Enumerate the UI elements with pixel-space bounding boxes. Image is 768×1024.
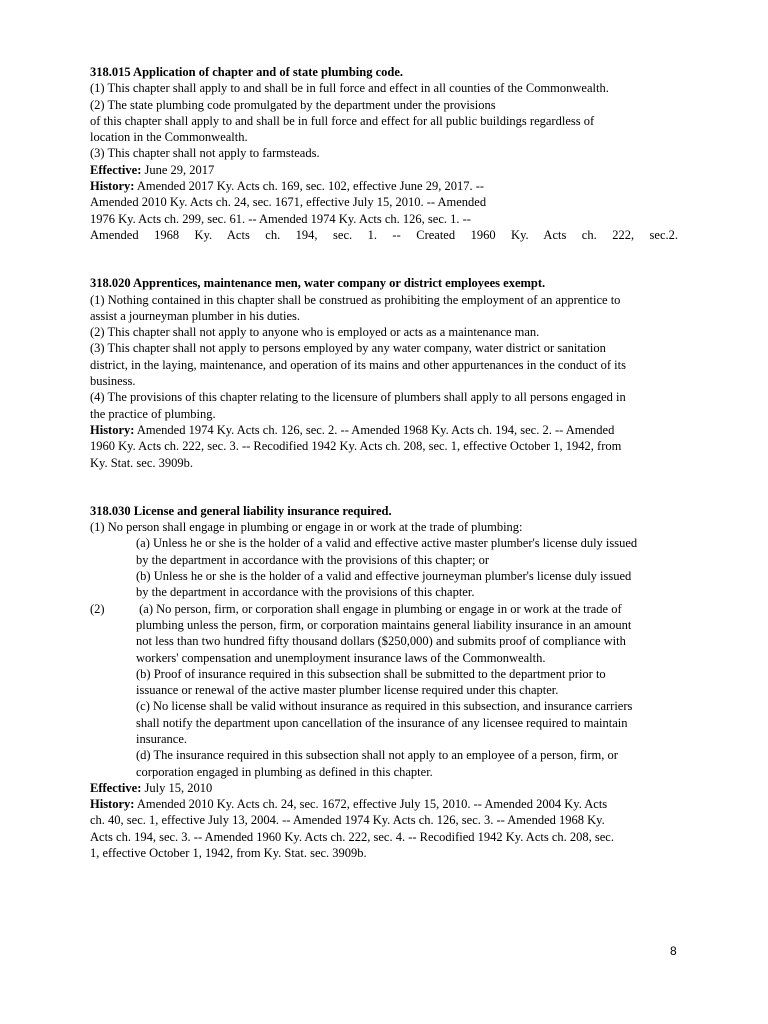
history-label: History: bbox=[90, 179, 135, 194]
history-line bbox=[90, 422, 678, 438]
body-line: (3) This chapter shall not apply to persons employed by any water company, water district or sanitation bbox=[90, 341, 606, 356]
subsection-1b-line: (b) Unless he or she is the holder of a valid and effective journeyman plumber's license duly issued bbox=[136, 569, 632, 584]
body-line: of this chapter shall apply to and shall be in full force and effect for all public buildings regardless of bbox=[90, 113, 595, 128]
section-318-030 bbox=[90, 503, 678, 862]
effective-date: July 15, 2010 bbox=[141, 780, 213, 795]
body-line: business. bbox=[90, 374, 136, 389]
history-line bbox=[90, 178, 678, 194]
subsection-2c-line: shall notify the department upon cancellation of the insurance of any licensee required to maintain bbox=[136, 715, 628, 730]
body-line: (2) The state plumbing code promulgated by the department under the provisions bbox=[90, 97, 496, 112]
history-line: 1960 Ky. Acts ch. 222, sec. 3. -- Recodified 1942 Ky. Acts ch. 208, sec. 1, effective October 1, 1942, from bbox=[90, 439, 622, 454]
body-line: (4) The provisions of this chapter relating to the licensure of plumbers shall apply to all persons engaged in bbox=[90, 390, 626, 405]
history-line-justified: Amended 1968 Ky. Acts ch. 194, sec. 1. -- Created 1960 Ky. Acts ch. 222, sec.2. bbox=[90, 227, 678, 242]
history-label: History: bbox=[90, 422, 135, 437]
history-text: Amended 2010 Ky. Acts ch. 24, sec. 1672, effective July 15, 2010. -- Amended 2004 Ky. Acts bbox=[134, 797, 608, 812]
subsection-2c-line: insurance. bbox=[136, 731, 188, 746]
document-page bbox=[90, 64, 678, 861]
section-heading: 318.030 License and general liability insurance required. bbox=[90, 503, 392, 518]
body-line: assist a journeyman plumber in his duties. bbox=[90, 308, 301, 323]
subsection-2a-line: workers' compensation and unemployment insurance laws of the Commonwealth. bbox=[136, 650, 546, 665]
body-line: (1) Nothing contained in this chapter shall be construed as prohibiting the employment of an apprentice to bbox=[90, 292, 621, 307]
history-text: Amended 2017 Ky. Acts ch. 169, sec. 102, effective June 29, 2017. -- bbox=[134, 179, 485, 194]
subsection-1a-line: (a) Unless he or she is the holder of a valid and effective active master plumber's license duly issued bbox=[136, 536, 638, 551]
history-text: Amended 1974 Ky. Acts ch. 126, sec. 2. -- Amended 1968 Ky. Acts ch. 194, sec. 2. -- Amended bbox=[134, 422, 615, 437]
subsection-2d-line: corporation engaged in plumbing as defined in this chapter. bbox=[136, 764, 433, 779]
body-line: (2) This chapter shall not apply to anyone who is employed or acts as a maintenance man. bbox=[90, 325, 540, 340]
section-318-020 bbox=[90, 275, 678, 471]
subsection-2c-line: (c) No license shall be valid without insurance as required in this subsection, and insurance carriers bbox=[136, 699, 633, 714]
body-line: (3) This chapter shall not apply to farmsteads. bbox=[90, 146, 320, 161]
effective-date: June 29, 2017 bbox=[141, 162, 215, 177]
history-line: Amended 2010 Ky. Acts ch. 24, sec. 1671, effective July 15, 2010. -- Amended bbox=[90, 195, 487, 210]
section-318-015 bbox=[90, 64, 678, 243]
subsection-2d-line: (d) The insurance required in this subsection shall not apply to an employee of a person, firm, or bbox=[136, 748, 618, 763]
history-label: History: bbox=[90, 797, 135, 812]
body-line: (1) This chapter shall apply to and shall be in full force and effect in all counties of the Commonwealth. bbox=[90, 81, 609, 96]
body-line: the practice of plumbing. bbox=[90, 406, 216, 421]
effective-line bbox=[90, 162, 678, 178]
history-line: Ky. Stat. sec. 3909b. bbox=[90, 455, 193, 470]
subsection-2-first-line bbox=[90, 601, 678, 617]
body-line: (1) No person shall engage in plumbing or engage in or work at the trade of plumbing: bbox=[90, 520, 523, 535]
subsection-2b-line: (b) Proof of insurance required in this subsection shall be submitted to the department prior to bbox=[136, 666, 606, 681]
subsection-2a-line: plumbing unless the person, firm, or corporation maintains general liability insurance in an amount bbox=[136, 617, 632, 632]
subsection-1a-line: by the department in accordance with the provisions of this chapter; or bbox=[136, 552, 490, 567]
subsection-1b-line: by the department in accordance with the provisions of this chapter. bbox=[136, 585, 475, 600]
effective-line bbox=[90, 780, 678, 796]
section-heading: 318.015 Application of chapter and of state plumbing code. bbox=[90, 65, 403, 79]
history-line: ch. 40, sec. 1, effective July 13, 2004. -- Amended 1974 Ky. Acts ch. 126, sec. 3. -- Amended 1968 Ky. bbox=[90, 813, 605, 828]
section-spacer bbox=[90, 471, 678, 503]
body-line: district, in the laying, maintenance, and operation of its mains and other appurtenances in the conduct of its bbox=[90, 357, 626, 372]
page-number: 8 bbox=[670, 944, 677, 958]
body-line: location in the Commonwealth. bbox=[90, 130, 248, 145]
subsection-2a-line: not less than two hundred fifty thousand dollars ($250,000) and submits proof of compliance with bbox=[136, 634, 626, 649]
section-heading: 318.020 Apprentices, maintenance men, water company or district employees exempt. bbox=[90, 276, 546, 291]
effective-label: Effective: bbox=[90, 162, 142, 177]
history-line bbox=[90, 796, 678, 812]
history-line: 1976 Ky. Acts ch. 299, sec. 61. -- Amended 1974 Ky. Acts ch. 126, sec. 1. -- bbox=[90, 211, 471, 226]
history-line: Acts ch. 194, sec. 3. -- Amended 1960 Ky. Acts ch. 222, sec. 4. -- Recodified 1942 Ky. Acts ch. 208, sec. bbox=[90, 829, 614, 844]
subsection-2a-text: (a) No person, firm, or corporation shall engage in plumbing or engage in or work at the trade of bbox=[136, 601, 622, 616]
history-line: 1, effective October 1, 1942, from Ky. Stat. sec. 3909b. bbox=[90, 846, 367, 861]
subsection-number: (2) bbox=[90, 601, 105, 616]
subsection-2b-line: issuance or renewal of the active master plumber license required under this chapter. bbox=[136, 683, 559, 698]
section-spacer bbox=[90, 243, 678, 275]
effective-label: Effective: bbox=[90, 780, 142, 795]
